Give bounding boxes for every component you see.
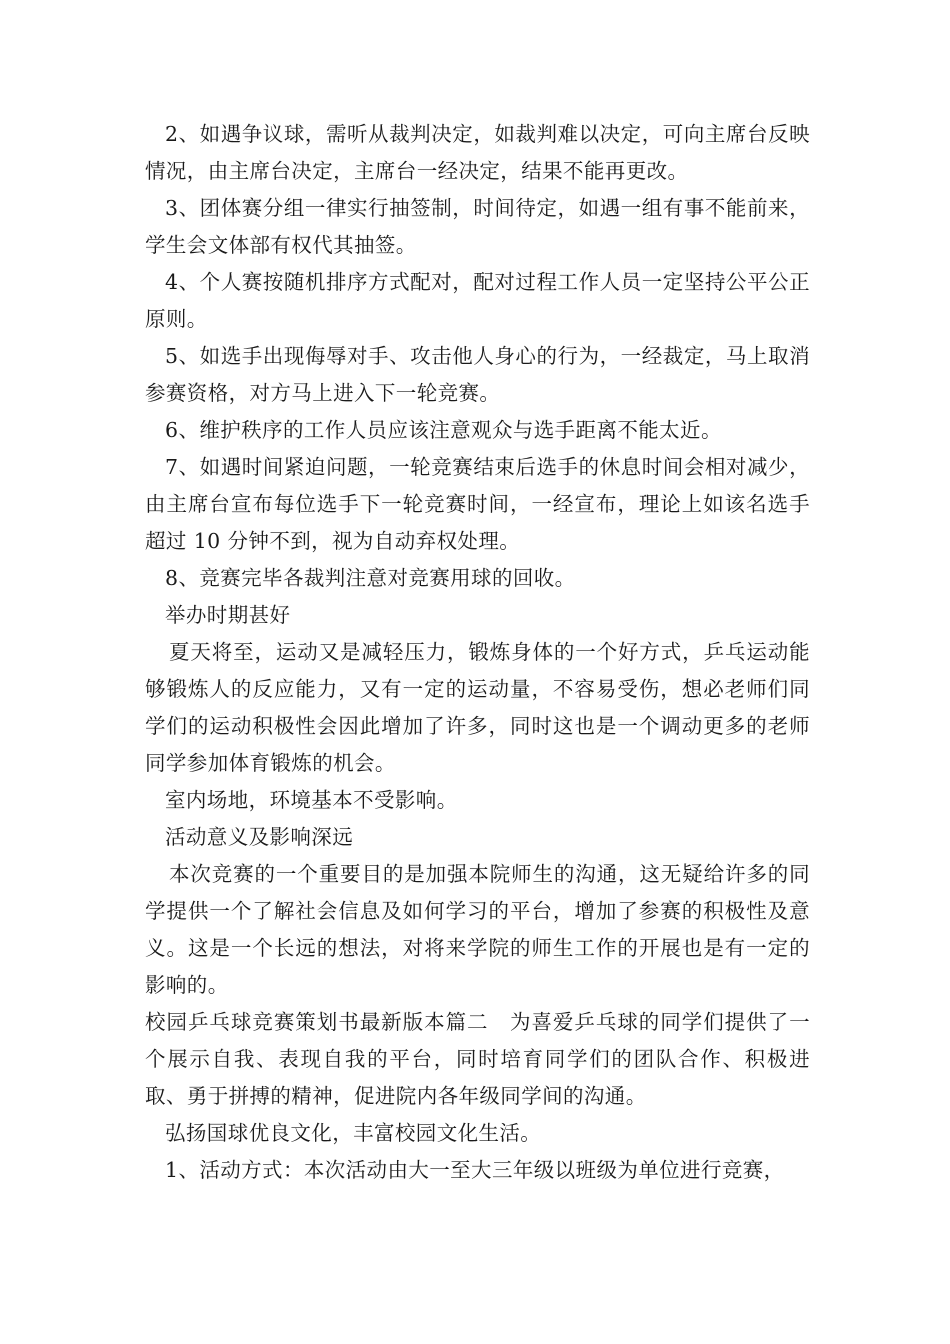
rule-paragraph-7: 7、如遇时间紧迫问题，一轮竞赛结束后选手的休息时间会相对减少，由主席台宣布每位选手下一轮竞赛时间，一经宣布，理论上如该名选手超过 10 分钟不到，视为自动弃权处理。	[145, 455, 810, 553]
body-paragraph-purpose: 本次竞赛的一个重要目的是加强本院师生的沟通，这无疑给许多的同学提供一个了解社会信息及如何学习的平台，增加了参赛的积极性及意义。这是一个长远的想法，对将来学院的师生工作的开展也是有一定的影响的。	[145, 862, 810, 997]
rule-paragraph-4: 4、个人赛按随机排序方式配对，配对过程工作人员一定坚持公平公正原则。	[145, 270, 810, 331]
body-paragraph-activity-format: 1、活动方式：本次活动由大一至大三年级以班级为单位进行竞赛，	[165, 1158, 785, 1182]
document-body	[145, 116, 810, 1189]
rule-paragraph-5: 5、如选手出现侮辱对手、攻击他人身心的行为，一经裁定，马上取消参赛资格，对方马上进入下一轮竞赛。	[145, 344, 810, 405]
body-paragraph-culture: 弘扬国球优良文化，丰富校园文化生活。	[165, 1121, 542, 1145]
body-paragraph-summer: 夏天将至，运动又是减轻压力，锻炼身体的一个好方式，乒乓运动能够锻炼人的反应能力，又有一定的运动量，不容易受伤，想必老师们同学们的运动积极性会因此增加了许多，同时这也是一个调动更多的老师同学参加体育锻炼的机会。	[145, 640, 810, 775]
section-heading-timing: 举办时期甚好	[165, 603, 291, 627]
body-paragraph-venue: 室内场地，环境基本不受影响。	[165, 788, 458, 812]
rule-paragraph-8: 8、竞赛完毕各裁判注意对竞赛用球的回收。	[165, 566, 576, 590]
rule-paragraph-3: 3、团体赛分组一律实行抽签制，时间待定，如遇一组有事不能前来，学生会文体部有权代其抽签。	[145, 196, 810, 257]
section-heading-significance: 活动意义及影响深远	[165, 825, 354, 849]
rule-paragraph-2: 2、如遇争议球，需听从裁判决定，如裁判难以决定，可向主席台反映情况，由主席台决定，主席台一经决定，结果不能再更改。	[145, 122, 810, 183]
body-paragraph-part-two: 校园乒乓球竞赛策划书最新版本篇二 为喜爱乒乓球的同学们提供了一个展示自我、表现自我的平台，同时培育同学们的团队合作、积极进取、勇于拼搏的精神，促进院内各年级同学间的沟通。	[145, 1010, 810, 1108]
rule-paragraph-6: 6、维护秩序的工作人员应该注意观众与选手距离不能太近。	[165, 418, 722, 442]
